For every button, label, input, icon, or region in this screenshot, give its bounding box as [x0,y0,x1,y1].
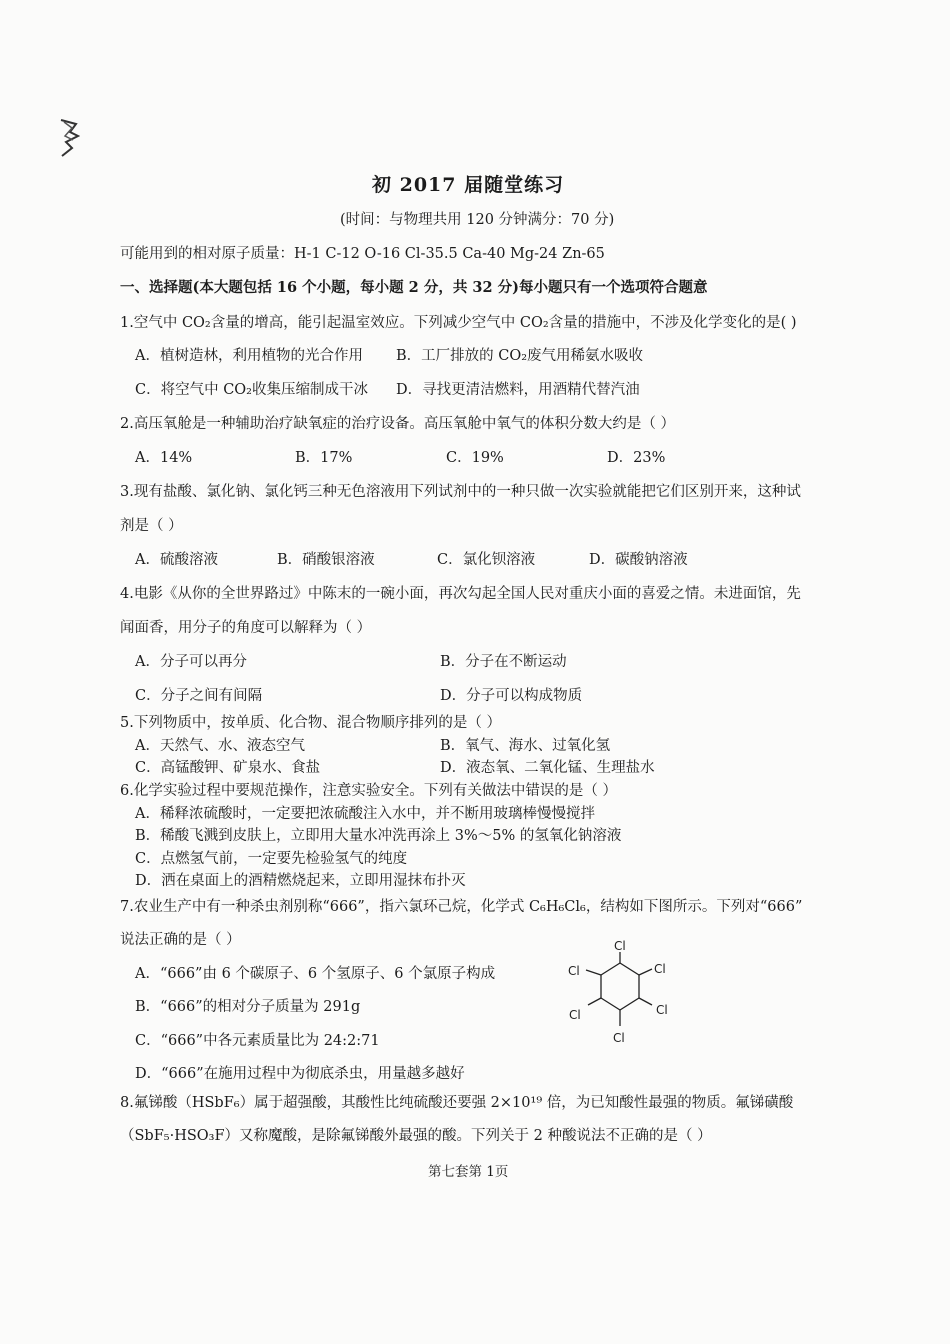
q3-stem: 3.现有盐酸、氯化钠、氯化钙三种无色溶液用下列试剂中的一种只做一次实验就能把它们区别开来，这种试 [120,484,801,500]
q2-stem: 2.高压氧舱是一种辅助治疗缺氧症的治疗设备。高压氧舱中氧气的体积分数大约是（ ） [120,416,675,432]
q6-option-d: D．洒在桌面上的酒精燃烧起来，立即用湿抹布扑灭 [135,873,466,889]
q7-stem: 7.农业生产中有一种杀虫剂别称“666”，指六氯环己烷，化学式 C₆H₆Cl₆，结构如下图所示。下列对“666” [120,899,803,915]
q2-option-c: C．19% [446,450,504,466]
q8-stem: 8.氟锑酸（HSbF₆）属于超强酸，其酸性比纯硫酸还要强 2×10¹⁹ 倍，为已知酸性最强的物质。氟锑磺酸 [120,1095,794,1111]
q7-stem-cont: 说法正确的是（ ） [120,932,241,948]
q7-option-a: A．“666”由 6 个碳原子、6 个氢原子、6 个氯原子构成 [135,966,496,982]
scan-artifact [58,118,80,158]
cl-label-right: Cl [654,962,666,976]
q7-option-c: C．“666”中各元素质量比为 24:2:71 [135,1033,380,1049]
cl-label-lower-left: Cl [569,1008,581,1022]
q1-option-a: A．植树造林，利用植物的光合作用 [135,348,363,364]
q3-option-b: B．硝酸银溶液 [277,552,375,568]
q3-option-a: A．硫酸溶液 [135,552,218,568]
q4-option-c: C．分子之间有间隔 [135,688,263,704]
section-heading: 一、选择题(本大题包括 16 个小题，每小题 2 分，共 32 分)每小题只有一个选项符合题意 [120,279,708,296]
q4-option-b: B．分子在不断运动 [440,654,567,670]
page-title: 初 2017 届随堂练习 [372,174,565,196]
q5-option-c: C．高锰酸钾、矿泉水、食盐 [135,760,321,776]
q4-stem: 4.电影《从你的全世界路过》中陈末的一碗小面，再次勾起全国人民对重庆小面的喜爱之情。未进面馆，先 [120,586,801,602]
q5-stem: 5.下列物质中，按单质、化合物、混合物顺序排列的是（ ） [120,715,501,731]
q6-stem: 6.化学实验过程中要规范操作，注意实验安全。下列有关做法中错误的是（ ） [120,783,617,799]
q1-option-b: B．工厂排放的 CO₂废气用稀氨水吸收 [396,348,644,364]
q5-option-b: B．氧气、海水、过氧化氢 [440,738,611,754]
q6-option-c: C．点燃氢气前，一定要先检验氢气的纯度 [135,851,408,867]
q7-option-d: D．“666”在施用过程中为彻底杀虫，用量越多越好 [135,1066,465,1082]
q1-option-d: D．寻找更清洁燃料，用酒精代替汽油 [396,382,640,398]
q7-option-b: B．“666”的相对分子质量为 291g [135,999,361,1015]
q5-option-d: D．液态氧、二氧化锰、生理盐水 [440,760,655,776]
cl-label-left: Cl [568,964,580,978]
q6-option-a: A．稀释浓硫酸时，一定要把浓硫酸注入水中，并不断用玻璃棒慢慢搅拌 [135,806,595,822]
hexachlorocyclohexane-structure [556,938,686,1050]
cl-label-top: Cl [614,939,626,953]
q8-stem-cont: （SbF₅·HSO₃F）又称魔酸，是除氟锑酸外最强的酸。下列关于 2 种酸说法不正确的是（ ） [120,1128,712,1144]
q2-option-d: D．23% [607,450,666,466]
q3-option-c: C．氯化钡溶液 [437,552,536,568]
q4-stem-cont: 闻面香，用分子的角度可以解释为（ ） [120,620,372,636]
q5-option-a: A．天然气、水、液态空气 [135,738,305,754]
q1-stem: 1.空气中 CO₂含量的增高，能引起温室效应。下列减少空气中 CO₂含量的措施中，不涉及化学变化的是( ) [120,315,797,331]
cl-label-lower-right: Cl [656,1003,668,1017]
q4-option-a: A．分子可以再分 [135,654,247,670]
q3-stem-cont: 剂是（ ） [120,518,183,534]
page-number: 第七套第 1页 [428,1164,509,1180]
exam-subtitle: (时间：与物理共用 120 分钟满分：70 分) [340,212,615,228]
q2-option-b: B．17% [295,450,353,466]
q6-option-b: B．稀酸飞溅到皮肤上，立即用大量水冲洗再涂上 3%～5% 的氢氧化钠溶液 [135,828,622,844]
q4-option-d: D．分子可以构成物质 [440,688,583,704]
q1-option-c: C．将空气中 CO₂收集压缩制成干冰 [135,382,368,398]
cl-label-bottom: Cl [613,1031,625,1045]
q3-option-d: D．碳酸钠溶液 [589,552,688,568]
atomic-masses: 可能用到的相对原子质量：H-1 C-12 O-16 Cl-35.5 Ca-40 Mg-24 Zn-65 [120,246,605,262]
q2-option-a: A．14% [135,450,193,466]
